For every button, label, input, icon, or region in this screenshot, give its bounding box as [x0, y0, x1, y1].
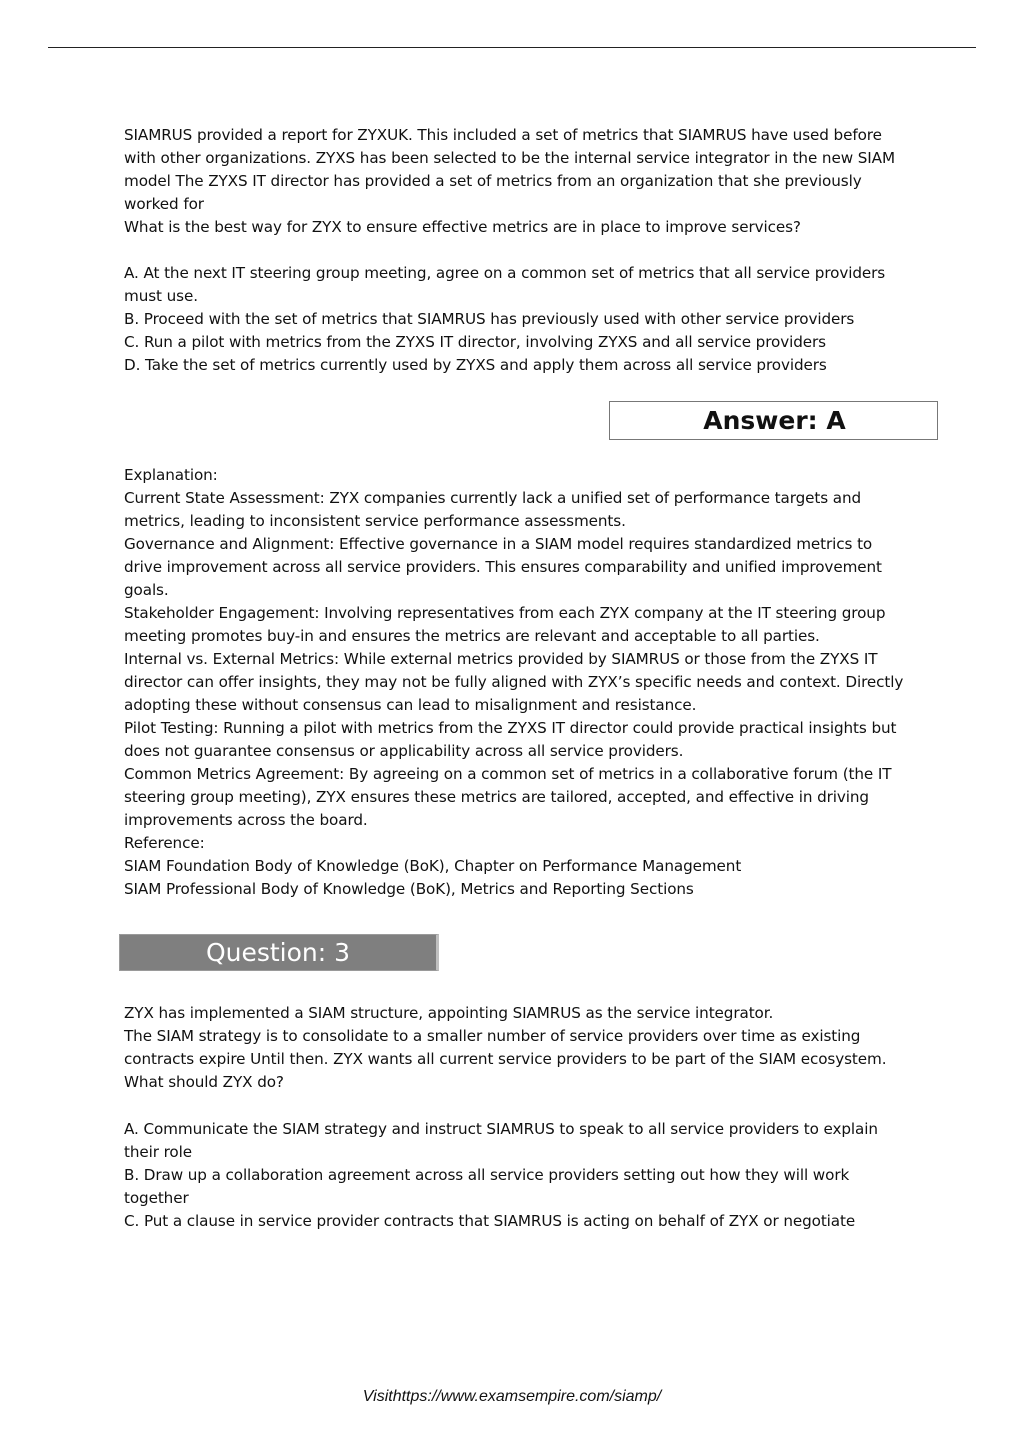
option-c: C. Run a pilot with metrics from the ZYXS IT director, involving ZYXS and all service providers: [124, 333, 826, 351]
explanation-line: steering group meeting), ZYX ensures these metrics are tailored, accepted, and effective in driving: [124, 788, 869, 806]
option-a-continued: must use.: [124, 287, 198, 305]
stem-line: ZYX has implemented a SIAM structure, appointing SIAMRUS as the service integrator.: [124, 1004, 774, 1022]
header-rule: [48, 47, 976, 48]
explanation-line: Common Metrics Agreement: By agreeing on a common set of metrics in a collaborative forum (the IT: [124, 765, 892, 783]
explanation-heading: Explanation:: [124, 466, 218, 484]
stem-line: SIAMRUS provided a report for ZYXUK. This included a set of metrics that SIAMRUS have used before: [124, 126, 882, 144]
reference-heading: Reference:: [124, 834, 205, 852]
option-b: B. Proceed with the set of metrics that SIAMRUS has previously used with other service providers: [124, 310, 855, 328]
explanation-line: metrics, leading to inconsistent service performance assessments.: [124, 512, 626, 530]
answer-box: [609, 401, 938, 440]
explanation-line: Stakeholder Engagement: Involving representatives from each ZYX company at the IT steering group: [124, 604, 886, 622]
question-2-stem: [124, 124, 924, 239]
option-a: A. At the next IT steering group meeting, agree on a common set of metrics that all service providers: [124, 264, 886, 282]
explanation-line: improvements across the board.: [124, 811, 368, 829]
question-3-options: [124, 1118, 924, 1233]
question-3-heading-bar: [119, 934, 439, 971]
explanation-line: Internal vs. External Metrics: While external metrics provided by SIAMRUS or those from the ZYXS IT: [124, 650, 878, 668]
reference-line: SIAM Professional Body of Knowledge (BoK), Metrics and Reporting Sections: [124, 880, 694, 898]
option-d: D. Take the set of metrics currently used by ZYXS and apply them across all service providers: [124, 356, 827, 374]
explanation-line: adopting these without consensus can lead to misalignment and resistance.: [124, 696, 697, 714]
explanation-line: Current State Assessment: ZYX companies currently lack a unified set of performance targets and: [124, 489, 862, 507]
stem-line: worked for: [124, 195, 204, 213]
explanation: [124, 464, 924, 901]
stem-line: What is the best way for ZYX to ensure effective metrics are in place to improve services?: [124, 218, 801, 236]
stem-line: model The ZYXS IT director has provided a set of metrics from an organization that she previously: [124, 172, 862, 190]
explanation-line: drive improvement across all service providers. This ensures comparability and unified improvement: [124, 558, 882, 576]
stem-line: with other organizations. ZYXS has been selected to be the internal service integrator in the new SIAM: [124, 149, 895, 167]
stem-line: contracts expire Until then. ZYX wants all current service providers to be part of the SIAM ecosystem.: [124, 1050, 887, 1068]
explanation-line: Pilot Testing: Running a pilot with metrics from the ZYXS IT director could provide practical insights but: [124, 719, 897, 737]
option-a-continued: their role: [124, 1143, 192, 1161]
reference-line: SIAM Foundation Body of Knowledge (BoK), Chapter on Performance Management: [124, 857, 742, 875]
option-c: C. Put a clause in service provider contracts that SIAMRUS is acting on behalf of ZYX or negotiate: [124, 1212, 856, 1230]
question-2-options: [124, 262, 924, 377]
stem-line: The SIAM strategy is to consolidate to a smaller number of service providers over time as existing: [124, 1027, 861, 1045]
option-b-continued: together: [124, 1189, 189, 1207]
footer-link-text: Visithttps://www.examsempire.com/siamp/: [362, 1388, 662, 1405]
explanation-line: does not guarantee consensus or applicability across all service providers.: [124, 742, 684, 760]
explanation-line: Governance and Alignment: Effective governance in a SIAM model requires standardized metrics to: [124, 535, 873, 553]
option-b: B. Draw up a collaboration agreement across all service providers setting out how they will work: [124, 1166, 850, 1184]
explanation-line: goals.: [124, 581, 169, 599]
stem-line: What should ZYX do?: [124, 1073, 284, 1091]
explanation-line: meeting promotes buy-in and ensures the metrics are relevant and acceptable to all parties.: [124, 627, 820, 645]
option-a: A. Communicate the SIAM strategy and instruct SIAMRUS to speak to all service providers to explain: [124, 1120, 878, 1138]
explanation-line: director can offer insights, they may not be fully aligned with ZYX’s specific needs and context. Directly: [124, 673, 904, 691]
question-3-heading: Question: 3: [205, 938, 351, 967]
question-3-stem: [124, 1002, 924, 1094]
answer-label: Answer: A: [703, 406, 846, 435]
